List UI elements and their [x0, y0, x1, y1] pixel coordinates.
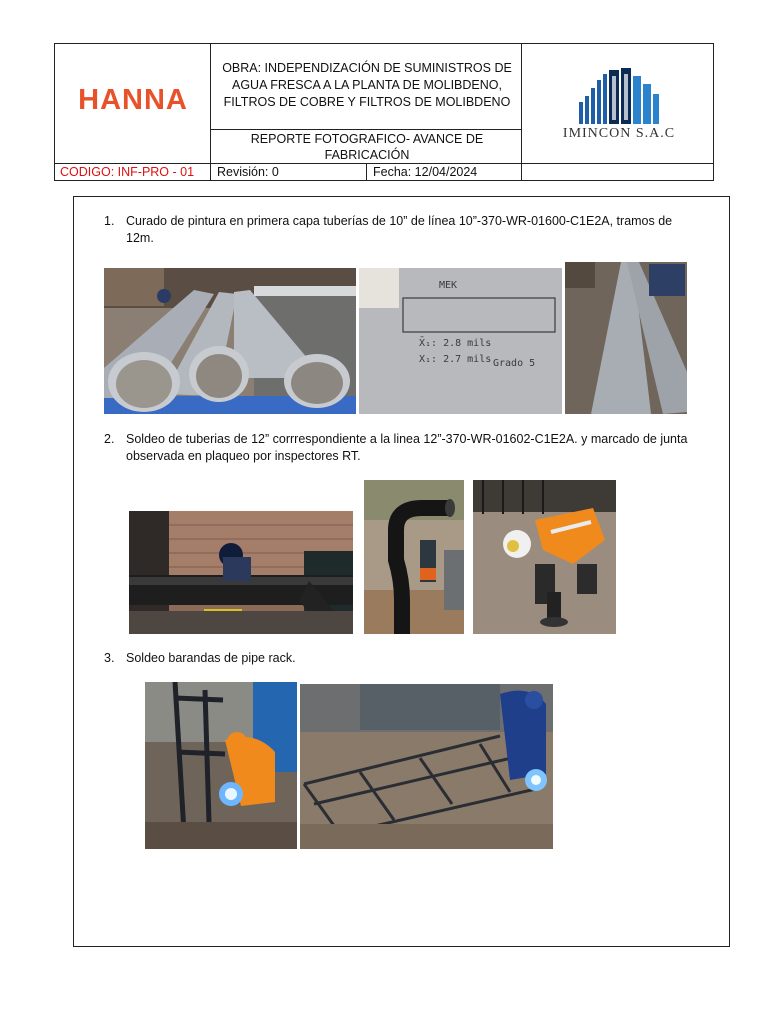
list-item: 2. Soldeo de tuberias de 12” corrrespondiente a la linea 12”-370-WR-01602-C1E2A. y marcado de junta observada en plaqueo por inspectores RT.: [104, 432, 688, 463]
svg-text:X̄₁: 2.8 mils: X̄₁: 2.8 mils: [419, 338, 492, 349]
photo-pipe-spool: [364, 480, 464, 634]
imincon-logo-icon: [575, 68, 665, 126]
divider: [366, 163, 367, 181]
obra-title: OBRA: INDEPENDIZACIÓN DE SUMINISTROS DE AGUA FRESCA A LA PLANTA DE MOLIBDENO, FILTROS DE COBRE Y FILTROS DE MOLIBDENO: [222, 61, 512, 109]
photo-pipe-welding: [129, 511, 353, 634]
list-item: 3. Soldeo barandas de pipe rack.: [104, 651, 296, 665]
revision: Revisión: 0: [217, 165, 279, 179]
date: Fecha: 12/04/2024: [373, 165, 478, 179]
svg-text:Grado 5: Grado 5: [493, 358, 536, 369]
svg-text:MEK: MEK: [439, 280, 458, 291]
list-item: 1. Curado de pintura en primera capa tuberías de 10” de línea 10”-370-WR-01600-C1E2A, tramos de 12m.: [104, 214, 673, 245]
photo-long-pipes: [565, 262, 687, 414]
header-table: [54, 43, 714, 181]
divider: [521, 44, 522, 181]
divider: [210, 129, 521, 130]
photo-inspector-marking: [473, 480, 616, 634]
photo-pipe-rack-railing: [300, 684, 553, 849]
svg-text:X₁: 2.7 mils: X₁: 2.7 mils: [419, 354, 492, 365]
imincon-logo-text: IMINCON S.A.C: [562, 126, 676, 141]
photo-mek-test-notes: [359, 268, 562, 414]
hanna-logo: HANNA: [78, 84, 188, 116]
report-title: REPORTE FOTOGRAFICO- AVANCE DE FABRICACIÓN: [250, 132, 484, 162]
photo-railing-welding: [145, 682, 297, 849]
divider: [55, 163, 713, 164]
document-code: CODIGO: INF-PRO - 01: [60, 165, 195, 179]
photo-painted-pipes: [104, 268, 356, 414]
